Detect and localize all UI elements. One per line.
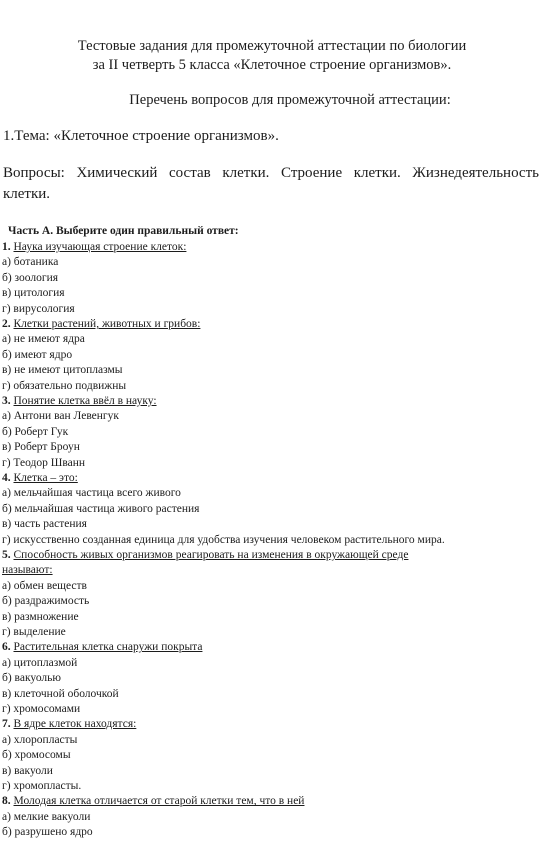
part-a-heading: Часть А. Выберите один правильный ответ:: [8, 225, 239, 237]
topic-heading: 1.Тема: «Клеточное строение организмов».: [3, 128, 279, 144]
question-1-option-1: а) ботаника: [2, 256, 59, 269]
question-6-option-2: б) вакуолью: [2, 672, 61, 685]
question-text: Клетки растений, животных и грибов:: [13, 318, 201, 330]
question-7-option-2: б) хромосомы: [2, 749, 71, 762]
question-3-heading: [2, 394, 157, 408]
question-4-option-2: б) мельчайшая частица живого растения: [2, 502, 200, 515]
question-6-option-3: в) клеточной оболочкой: [2, 687, 119, 700]
question-1-option-4: г) вирусология: [2, 302, 75, 315]
question-text: Способность живых организмов реагировать на изменения в окружающей среде: [13, 549, 409, 561]
question-number: 6.: [2, 641, 14, 654]
question-2-option-3: в) не имеют цитоплазмы: [2, 364, 123, 377]
document-title-line-1: Тестовые задания для промежуточной аттестации по биологии: [77, 38, 467, 54]
question-6-option-1: а) цитоплазмой: [2, 656, 78, 669]
question-7-option-4: г) хромопласты.: [2, 780, 82, 792]
questions-line-1: Вопросы: Химический состав клетки. Строение клетки. Жизнедеятельность: [3, 165, 539, 181]
question-text: Наука изучающая строение клеток:: [13, 241, 187, 253]
question-5-heading: [2, 548, 408, 562]
question-3-option-3: в) Роберт Броун: [2, 441, 80, 454]
question-3-option-2: б) Роберт Гук: [2, 425, 69, 438]
question-4-option-3: в) часть растения: [2, 518, 87, 531]
question-number: 2.: [2, 318, 14, 330]
question-6-heading: [2, 640, 202, 654]
question-5-option-4: г) выделение: [2, 626, 66, 638]
question-text: называют:: [2, 564, 53, 577]
question-1-option-2: б) зоология: [2, 271, 59, 284]
question-2-option-4: г) обязательно подвижны: [2, 379, 127, 392]
question-2-option-1: а) не имеют ядра: [2, 333, 85, 346]
document-subtitle: Перечень вопросов для промежуточной аттестации:: [129, 92, 451, 108]
question-2-option-2: б) имеют ядро: [2, 348, 73, 361]
question-8-option-1: а) мелкие вакуоли: [2, 810, 91, 823]
question-7-option-3: в) вакуоли: [2, 764, 53, 777]
question-number: 7.: [2, 718, 14, 731]
question-8-option-2: б) разрушено ядро: [2, 826, 93, 839]
question-text: Растительная клетка снаружи покрыта: [13, 641, 203, 654]
question-5-option-2: б) раздражимость: [2, 595, 90, 608]
question-5-option-1: а) обмен веществ: [2, 579, 87, 592]
question-text: Клетка – это:: [13, 472, 78, 484]
question-8-heading: [2, 794, 304, 808]
document-title-line-2: за II четверть 5 класса «Клеточное строение организмов».: [92, 57, 452, 73]
question-4-heading: [2, 471, 78, 485]
question-text: В ядре клеток находятся:: [13, 718, 137, 731]
question-text: Молодая клетка отличается от старой клетки тем, что в ней: [13, 795, 305, 808]
question-4-option-4: г) искусственно созданная единица для удобства изучения человеком растительного мира.: [2, 533, 445, 546]
question-1-heading: [2, 240, 186, 254]
question-3-option-4: г) Теодор Шванн: [2, 456, 86, 469]
question-number: 5.: [2, 549, 14, 561]
question-1-option-3: в) цитология: [2, 287, 65, 300]
question-number: 8.: [2, 795, 14, 808]
question-3-option-1: а) Антони ван Левенгук: [2, 410, 119, 423]
questions-paragraph: [3, 163, 539, 205]
question-text: Понятие клетка ввёл в науку:: [13, 395, 157, 407]
question-4-option-1: а) мельчайшая частица всего живого: [2, 487, 181, 500]
question-7-option-1: а) хлоропласты: [2, 733, 78, 746]
question-number: 1.: [2, 241, 14, 253]
question-number: 3.: [2, 395, 14, 407]
question-number: 4.: [2, 472, 14, 484]
question-6-option-4: г) хромосомами: [2, 703, 81, 715]
question-7-heading: [2, 717, 136, 731]
question-5-option-3: в) размножение: [2, 610, 79, 623]
questions-line-2: клетки.: [3, 186, 51, 202]
question-5-heading-continued: [2, 563, 53, 577]
question-2-heading: [2, 317, 200, 331]
